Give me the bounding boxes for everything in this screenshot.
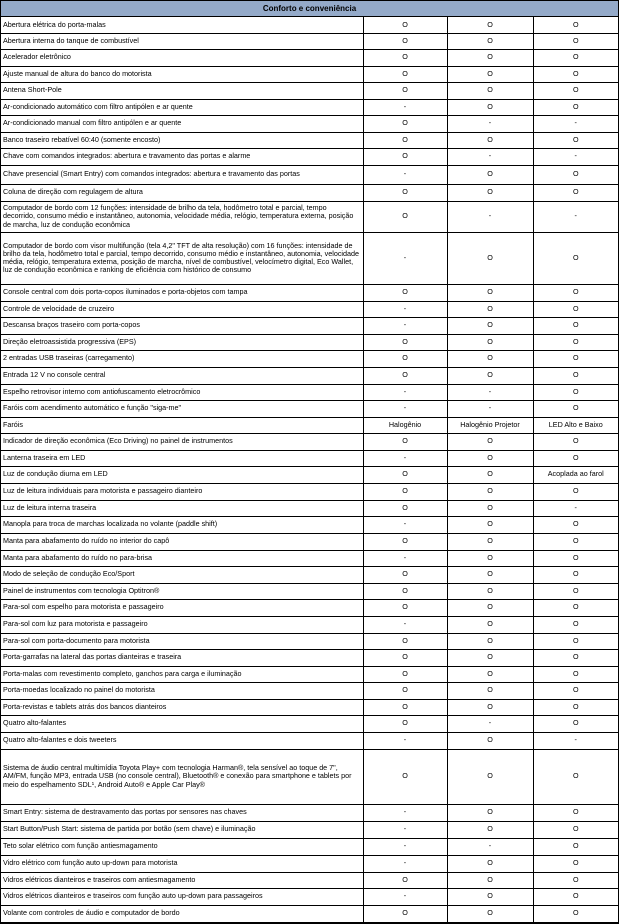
feature-label: Painel de instrumentos com tecnologia Optitron®: [1, 583, 363, 599]
table-row: [1, 732, 618, 749]
table-row: [1, 888, 618, 905]
table-row: [1, 533, 618, 550]
version-1-value: -: [363, 821, 447, 838]
feature-label: Faróis: [1, 417, 363, 433]
table-row: [1, 550, 618, 566]
version-1-value: -: [363, 301, 447, 317]
version-3-value: O: [533, 132, 618, 148]
version-3-value: O: [533, 566, 618, 583]
table-row: [1, 49, 618, 66]
version-2-value: O: [447, 666, 533, 682]
table-row: [1, 350, 618, 367]
version-2-value: O: [447, 433, 533, 450]
table-row: [1, 450, 618, 466]
version-3-value: O: [533, 367, 618, 384]
feature-label: Smart Entry: sistema de destravamento das portas por sensores nas chaves: [1, 804, 363, 821]
table-row: [1, 201, 618, 232]
table-row: [1, 905, 618, 922]
version-1-value: O: [363, 49, 447, 66]
version-3-value: O: [533, 66, 618, 82]
feature-label: Luz de condução diurna em LED: [1, 466, 363, 483]
feature-label: Entrada 12 V no console central: [1, 367, 363, 384]
version-1-value: -: [363, 165, 447, 184]
feature-label: Manta para abafamento do ruído no interior do capô: [1, 533, 363, 550]
version-1-value: O: [363, 872, 447, 888]
version-2-value: O: [447, 450, 533, 466]
version-1-value: O: [363, 633, 447, 649]
version-1-value: -: [363, 855, 447, 872]
feature-label: Controle de velocidade de cruzeiro: [1, 301, 363, 317]
version-1-value: O: [363, 367, 447, 384]
version-2-value: O: [447, 165, 533, 184]
version-3-value: O: [533, 838, 618, 855]
version-1-value: -: [363, 232, 447, 284]
features-table: [1, 17, 618, 923]
version-2-value: O: [447, 49, 533, 66]
version-2-value: O: [447, 99, 533, 115]
table-row: [1, 566, 618, 583]
version-1-value: -: [363, 450, 447, 466]
version-3-value: O: [533, 317, 618, 334]
version-1-value: -: [363, 888, 447, 905]
feature-label: Vidros elétricos dianteiros e traseiros com função auto up-down para passageiros: [1, 888, 363, 905]
version-1-value: O: [363, 148, 447, 165]
feature-label: Computador de bordo com visor multifunção (tela 4,2" TFT de alta resolução) com 16 funções: intensidade de brilho da tela, hodômetro total e parcial, tempo decorrido, consumo médio e instantâneo, autonomia, velocidade média, relógio, temperatura externa, posição de marcha, nível de combustível, velocímetro digital, Eco Wallet, luz de condução econômica e ranking de eficiência com histórico de consumo: [1, 232, 363, 284]
table-row: [1, 284, 618, 301]
version-1-value: -: [363, 732, 447, 749]
version-2-value: O: [447, 888, 533, 905]
version-1-value: O: [363, 466, 447, 483]
feature-label: Chave presencial (Smart Entry) com comandos integrados: abertura e travamento das portas: [1, 165, 363, 184]
version-3-value: O: [533, 400, 618, 417]
table-row: [1, 649, 618, 666]
feature-label: Sistema de áudio central multimídia Toyota Play+ com tecnologia Harman®, tela sensível ao toque de 7", AM/FM, função MP3, entrada USB (no console central), Bluetooth® e conexão para smartphone e tablets por meio do espelhamento SDL¹, Android Auto® e Apple Car Play®: [1, 749, 363, 804]
version-1-value: -: [363, 838, 447, 855]
version-3-value: LED Alto e Baixo: [533, 417, 618, 433]
feature-label: Antena Short-Pole: [1, 82, 363, 99]
feature-label: Porta-revistas e tablets atrás dos bancos dianteiros: [1, 699, 363, 715]
feature-label: Ar-condicionado manual com filtro antipólen e ar quente: [1, 115, 363, 132]
table-row: [1, 666, 618, 682]
feature-label: Volante com controles de áudio e computador de bordo: [1, 905, 363, 922]
version-3-value: O: [533, 682, 618, 699]
version-3-value: -: [533, 201, 618, 232]
version-3-value: O: [533, 715, 618, 732]
version-1-value: O: [363, 583, 447, 599]
version-2-value: O: [447, 905, 533, 922]
table-row: [1, 500, 618, 516]
table-row: [1, 165, 618, 184]
version-1-value: O: [363, 749, 447, 804]
version-2-value: O: [447, 284, 533, 301]
table-row: [1, 317, 618, 334]
version-1-value: O: [363, 33, 447, 49]
version-1-value: -: [363, 616, 447, 633]
version-1-value: O: [363, 483, 447, 500]
version-3-value: O: [533, 699, 618, 715]
version-2-value: O: [447, 732, 533, 749]
version-3-value: O: [533, 599, 618, 616]
version-2-value: O: [447, 17, 533, 33]
feature-label: Acelerador eletrônico: [1, 49, 363, 66]
section-header: Conforto e conveniência: [1, 1, 618, 17]
table-row: [1, 466, 618, 483]
version-1-value: O: [363, 699, 447, 715]
version-2-value: O: [447, 804, 533, 821]
version-2-value: Halogênio Projetor: [447, 417, 533, 433]
version-1-value: -: [363, 400, 447, 417]
version-3-value: O: [533, 384, 618, 400]
feature-label: Faróis com acendimento automático e função "siga-me": [1, 400, 363, 417]
feature-label: Porta-malas com revestimento completo, ganchos para carga e iluminação: [1, 666, 363, 682]
feature-label: Descansa braços traseiro com porta-copos: [1, 317, 363, 334]
table-row: [1, 715, 618, 732]
version-3-value: O: [533, 17, 618, 33]
version-3-value: O: [533, 616, 618, 633]
version-2-value: O: [447, 184, 533, 201]
version-2-value: O: [447, 749, 533, 804]
version-2-value: O: [447, 350, 533, 367]
feature-label: Console central com dois porta-copos iluminados e porta-objetos com tampa: [1, 284, 363, 301]
version-2-value: O: [447, 232, 533, 284]
table-row: [1, 99, 618, 115]
feature-label: Quatro alto-falantes e dois tweeters: [1, 732, 363, 749]
version-3-value: O: [533, 450, 618, 466]
version-2-value: O: [447, 821, 533, 838]
version-3-value: O: [533, 33, 618, 49]
feature-label: Luz de leitura individuais para motorista e passageiro dianteiro: [1, 483, 363, 500]
version-2-value: -: [447, 148, 533, 165]
table-row: [1, 184, 618, 201]
version-1-value: O: [363, 433, 447, 450]
table-row: [1, 82, 618, 99]
version-1-value: O: [363, 132, 447, 148]
table-row: [1, 583, 618, 599]
version-2-value: O: [447, 633, 533, 649]
version-2-value: O: [447, 466, 533, 483]
version-3-value: O: [533, 804, 618, 821]
version-1-value: O: [363, 649, 447, 666]
version-2-value: -: [447, 115, 533, 132]
version-3-value: O: [533, 184, 618, 201]
table-row: [1, 838, 618, 855]
version-3-value: O: [533, 888, 618, 905]
version-1-value: O: [363, 17, 447, 33]
table-row: [1, 433, 618, 450]
table-row: [1, 384, 618, 400]
version-3-value: O: [533, 855, 618, 872]
version-3-value: O: [533, 49, 618, 66]
version-3-value: O: [533, 82, 618, 99]
version-3-value: -: [533, 148, 618, 165]
feature-label: Quatro alto-falantes: [1, 715, 363, 732]
version-1-value: O: [363, 184, 447, 201]
version-2-value: O: [447, 583, 533, 599]
table-row: [1, 872, 618, 888]
table-row: [1, 682, 618, 699]
table-row: [1, 334, 618, 350]
feature-label: Banco traseiro rebatível 60:40 (somente encosto): [1, 132, 363, 148]
table-row: [1, 400, 618, 417]
table-row: [1, 115, 618, 132]
feature-label: Vidro elétrico com função auto up-down para motorista: [1, 855, 363, 872]
feature-label: Para-sol com luz para motorista e passageiro: [1, 616, 363, 633]
version-3-value: O: [533, 334, 618, 350]
feature-label: Lanterna traseira em LED: [1, 450, 363, 466]
version-2-value: O: [447, 516, 533, 533]
version-3-value: O: [533, 649, 618, 666]
version-2-value: O: [447, 699, 533, 715]
version-2-value: O: [447, 33, 533, 49]
feature-label: Porta-moedas localizado no painel do motorista: [1, 682, 363, 699]
version-2-value: O: [447, 367, 533, 384]
table-row: [1, 599, 618, 616]
version-1-value: O: [363, 566, 447, 583]
version-1-value: O: [363, 500, 447, 516]
table-row: [1, 148, 618, 165]
version-3-value: Acoplada ao farol: [533, 466, 618, 483]
version-2-value: O: [447, 82, 533, 99]
table-row: [1, 516, 618, 533]
version-1-value: O: [363, 66, 447, 82]
version-3-value: O: [533, 533, 618, 550]
feature-label: Modo de seleção de condução Eco/Sport: [1, 566, 363, 583]
version-3-value: O: [533, 749, 618, 804]
feature-label: Indicador de direção econômica (Eco Driving) no painel de instrumentos: [1, 433, 363, 450]
version-2-value: O: [447, 855, 533, 872]
version-2-value: O: [447, 682, 533, 699]
version-3-value: O: [533, 905, 618, 922]
table-row: [1, 616, 618, 633]
version-1-value: -: [363, 550, 447, 566]
version-1-value: O: [363, 533, 447, 550]
feature-label: Abertura elétrica do porta-malas: [1, 17, 363, 33]
version-1-value: O: [363, 334, 447, 350]
feature-label: Espelho retrovisor interno com antiofuscamento eletrocrômico: [1, 384, 363, 400]
table-row: [1, 232, 618, 284]
version-2-value: -: [447, 201, 533, 232]
feature-label: Manta para abafamento do ruído no para-brisa: [1, 550, 363, 566]
version-2-value: O: [447, 533, 533, 550]
version-2-value: O: [447, 317, 533, 334]
version-3-value: O: [533, 284, 618, 301]
version-2-value: O: [447, 550, 533, 566]
version-2-value: -: [447, 384, 533, 400]
feature-label: Ajuste manual de altura do banco do motorista: [1, 66, 363, 82]
version-1-value: O: [363, 682, 447, 699]
version-3-value: O: [533, 872, 618, 888]
version-3-value: O: [533, 350, 618, 367]
version-2-value: O: [447, 132, 533, 148]
feature-label: 2 entradas USB traseiras (carregamento): [1, 350, 363, 367]
feature-label: Luz de leitura interna traseira: [1, 500, 363, 516]
version-1-value: -: [363, 317, 447, 334]
version-3-value: O: [533, 583, 618, 599]
table-row: [1, 367, 618, 384]
version-2-value: -: [447, 400, 533, 417]
version-1-value: O: [363, 599, 447, 616]
version-1-value: -: [363, 99, 447, 115]
table-row: [1, 483, 618, 500]
version-2-value: O: [447, 483, 533, 500]
version-3-value: O: [533, 550, 618, 566]
version-1-value: O: [363, 201, 447, 232]
version-2-value: O: [447, 334, 533, 350]
version-2-value: O: [447, 500, 533, 516]
feature-label: Porta-garrafas na lateral das portas dianteiras e traseira: [1, 649, 363, 666]
version-3-value: -: [533, 732, 618, 749]
version-2-value: O: [447, 872, 533, 888]
feature-label: Manopla para troca de marchas localizada no volante (paddle shift): [1, 516, 363, 533]
version-3-value: O: [533, 821, 618, 838]
version-1-value: O: [363, 905, 447, 922]
version-1-value: O: [363, 115, 447, 132]
version-1-value: -: [363, 804, 447, 821]
version-2-value: O: [447, 566, 533, 583]
table-row: [1, 804, 618, 821]
version-3-value: -: [533, 115, 618, 132]
table-row: [1, 17, 618, 33]
version-2-value: O: [447, 616, 533, 633]
version-1-value: O: [363, 715, 447, 732]
table-row: [1, 132, 618, 148]
table-row: [1, 301, 618, 317]
feature-label: Coluna de direção com regulagem de altura: [1, 184, 363, 201]
feature-label: Direção eletroassistida progressiva (EPS): [1, 334, 363, 350]
version-3-value: O: [533, 433, 618, 450]
version-3-value: O: [533, 99, 618, 115]
version-1-value: O: [363, 82, 447, 99]
version-2-value: -: [447, 715, 533, 732]
version-1-value: O: [363, 666, 447, 682]
version-1-value: O: [363, 284, 447, 301]
version-3-value: O: [533, 301, 618, 317]
version-1-value: -: [363, 516, 447, 533]
feature-label: Vidros elétricos dianteiros e traseiros com antiesmagamento: [1, 872, 363, 888]
table-row: [1, 749, 618, 804]
version-1-value: -: [363, 384, 447, 400]
version-3-value: O: [533, 232, 618, 284]
table-row: [1, 417, 618, 433]
version-3-value: -: [533, 500, 618, 516]
version-1-value: O: [363, 350, 447, 367]
version-2-value: O: [447, 599, 533, 616]
feature-label: Para-sol com porta-documento para motorista: [1, 633, 363, 649]
version-2-value: O: [447, 649, 533, 666]
version-1-value: Halogênio: [363, 417, 447, 433]
feature-label: Chave com comandos integrados: abertura e travamento das portas e alarme: [1, 148, 363, 165]
version-3-value: O: [533, 516, 618, 533]
version-2-value: O: [447, 301, 533, 317]
version-2-value: -: [447, 838, 533, 855]
feature-label: Ar-condicionado automático com filtro antipólen e ar quente: [1, 99, 363, 115]
table-row: [1, 33, 618, 49]
version-2-value: O: [447, 66, 533, 82]
table-row: [1, 699, 618, 715]
feature-label: Computador de bordo com 12 funções: intensidade de brilho da tela, hodômetro total e parcial, tempo decorrido, consumo médio e instantâneo, autonomia, velocidade média, relógio, temperatura externa, posição de marcha, luz de condução econômica: [1, 201, 363, 232]
version-3-value: O: [533, 666, 618, 682]
feature-label: Start Button/Push Start: sistema de partida por botão (sem chave) e iluminação: [1, 821, 363, 838]
version-3-value: O: [533, 165, 618, 184]
table-row: [1, 66, 618, 82]
feature-label: Teto solar elétrico com função antiesmagamento: [1, 838, 363, 855]
version-3-value: O: [533, 633, 618, 649]
table-row: [1, 821, 618, 838]
table-row: [1, 855, 618, 872]
table-row: [1, 633, 618, 649]
version-3-value: O: [533, 483, 618, 500]
feature-label: Para-sol com espelho para motorista e passageiro: [1, 599, 363, 616]
feature-label: Abertura interna do tanque de combustível: [1, 33, 363, 49]
